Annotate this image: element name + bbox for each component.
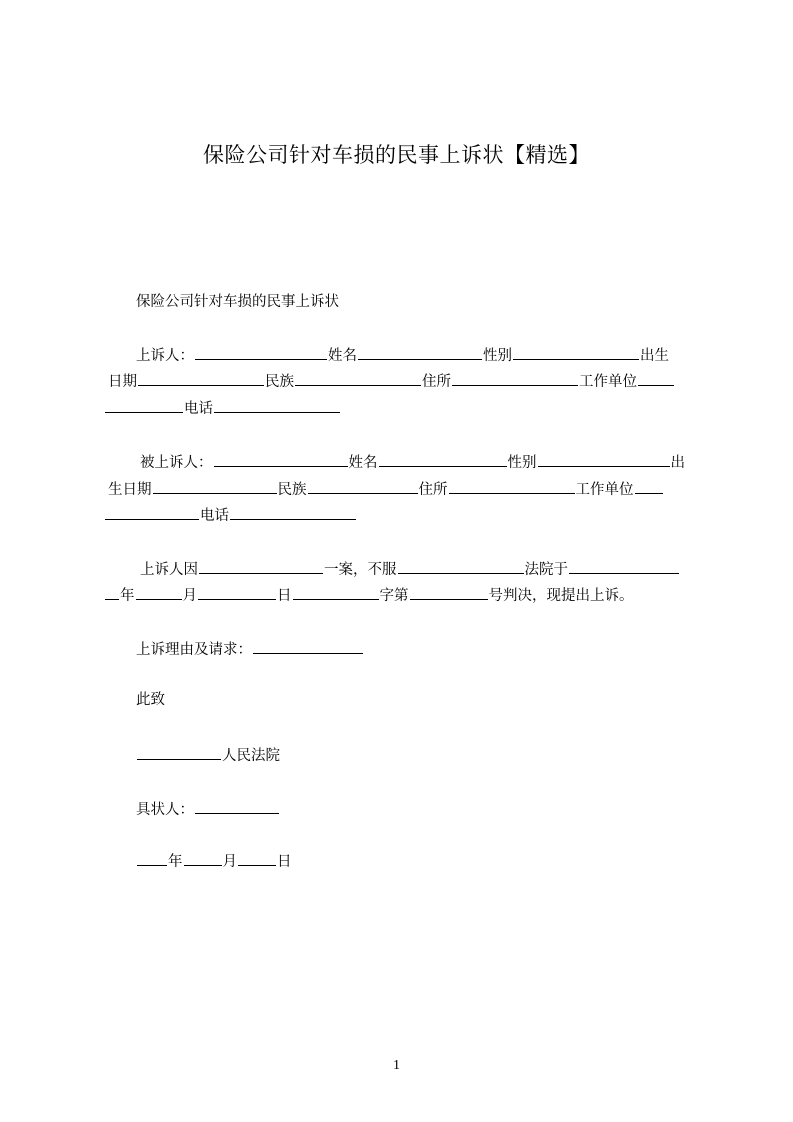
page-number: 1: [393, 1058, 400, 1073]
appellant-line-2: [108, 370, 675, 392]
appellant-birth-label-part2: 日期: [108, 374, 137, 390]
appellee-phone-blank[interactable]: [230, 504, 356, 520]
appellant-gender-label: 性别: [483, 348, 512, 364]
appellant-workplace-label: 工作单位: [579, 374, 637, 390]
verdict-month-blank[interactable]: [136, 584, 182, 600]
case-zidi-label: 字第: [379, 588, 409, 604]
to-label: 此致: [136, 692, 165, 708]
appellant-birth-blank[interactable]: [138, 370, 264, 386]
appellee-workplace-blank[interactable]: [635, 478, 663, 494]
appellant-line-1: [136, 344, 669, 366]
document-subtitle: 保险公司针对车损的民事上诉状: [136, 294, 339, 310]
appellant-address-blank[interactable]: [452, 370, 578, 386]
appellant-blank[interactable]: [195, 344, 327, 360]
verdict-year-blank-cont[interactable]: [105, 584, 119, 600]
appellant-address-label: 住所: [422, 374, 451, 390]
appellant-gender-blank[interactable]: [513, 344, 639, 360]
appellee-line-1: [140, 451, 685, 473]
verdict-year-blank[interactable]: [569, 558, 679, 574]
appellee-ethnicity-blank[interactable]: [308, 478, 418, 494]
signer-label: 具状人：: [136, 802, 194, 818]
appellant-name-blank[interactable]: [358, 344, 482, 360]
appellant-phone-label: 电话: [184, 401, 213, 417]
appellee-name-blank[interactable]: [379, 451, 507, 467]
appellee-line-3: [104, 504, 357, 526]
appellant-label: 上诉人：: [136, 348, 194, 364]
case-line-1: [140, 558, 680, 580]
case-day-label: 日: [277, 588, 292, 604]
case-name-blank[interactable]: [199, 558, 323, 574]
case-year-label: 年: [120, 588, 135, 604]
date-day-blank[interactable]: [238, 850, 276, 866]
case-label-due-to: 上诉人因: [140, 562, 198, 578]
verdict-zi-blank[interactable]: [293, 584, 379, 600]
reasons-blank[interactable]: [253, 638, 363, 654]
date-month-label: 月: [222, 854, 237, 870]
court-label: 人民法院: [222, 748, 280, 764]
appellee-gender-blank[interactable]: [538, 451, 670, 467]
verdict-number-blank[interactable]: [410, 584, 488, 600]
appellee-birth-label-part2: 生日期: [108, 482, 152, 498]
appellee-phone-label: 电话: [200, 508, 229, 524]
document-title: 保险公司针对车损的民事上诉状【精选】: [203, 143, 590, 167]
appellant-birth-label-part1: 出生: [640, 348, 669, 364]
case-label-court-on: 法院于: [524, 562, 568, 578]
case-verdict-label: 号判决，现提出上诉。: [488, 588, 634, 604]
court-line: [136, 744, 280, 766]
case-month-label: 月: [182, 588, 197, 604]
appellee-blank[interactable]: [214, 451, 348, 467]
appellant-phone-blank[interactable]: [214, 397, 340, 413]
case-line-2: [104, 584, 634, 606]
appellee-birth-blank[interactable]: [153, 478, 277, 494]
appellee-ethnicity-label: 民族: [277, 482, 307, 498]
date-line: [136, 850, 292, 872]
appellant-workplace-blank[interactable]: [638, 370, 674, 386]
appellee-label: 被上诉人：: [140, 455, 213, 471]
date-year-blank[interactable]: [137, 850, 167, 866]
date-year-label: 年: [168, 854, 183, 870]
appellee-workplace-blank-cont[interactable]: [105, 504, 199, 520]
appellant-ethnicity-label: 民族: [265, 374, 294, 390]
court-name-blank[interactable]: [398, 558, 524, 574]
appellee-name-label: 姓名: [348, 455, 378, 471]
reasons-label: 上诉理由及请求：: [136, 642, 252, 658]
appellee-line-2: [108, 478, 664, 500]
signer-line: [136, 798, 280, 820]
appellant-ethnicity-blank[interactable]: [295, 370, 421, 386]
appellant-name-label: 姓名: [328, 348, 357, 364]
appellee-gender-label: 性别: [507, 455, 537, 471]
date-month-blank[interactable]: [184, 850, 222, 866]
appellee-address-label: 住所: [418, 482, 448, 498]
reasons-line: [136, 638, 364, 660]
appellee-birth-label-part1: 出: [670, 455, 685, 471]
appellee-address-blank[interactable]: [449, 478, 575, 494]
signer-blank[interactable]: [195, 798, 279, 814]
verdict-day-blank[interactable]: [198, 584, 276, 600]
case-label-refuse: 一案，不服: [324, 562, 397, 578]
appellant-workplace-blank-cont[interactable]: [105, 397, 183, 413]
appellant-line-3: [104, 397, 341, 419]
court-blank[interactable]: [137, 744, 221, 760]
appellee-workplace-label: 工作单位: [575, 482, 634, 498]
date-day-label: 日: [277, 854, 292, 870]
